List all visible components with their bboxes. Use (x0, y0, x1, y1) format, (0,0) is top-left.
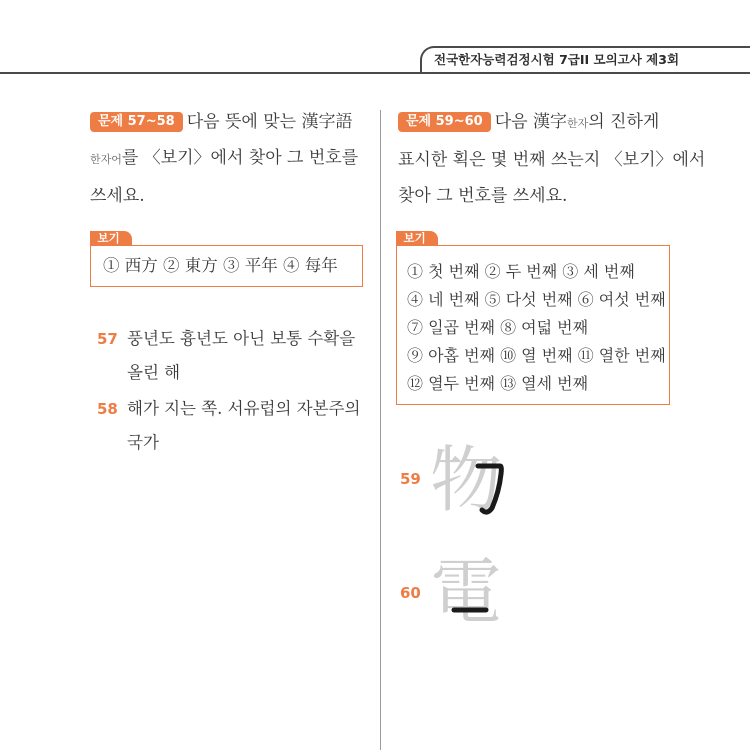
prompt-line-2: 를 〈보기〉에서 찾아 그 번호를 (121, 148, 359, 168)
prompt-line-1b: 의 진하게 (588, 112, 660, 132)
example-option-line: ① 첫 번째 ② 두 번째 ③ 세 번째 (407, 262, 635, 281)
example-option-line: ⑫ 열두 번째 ⑬ 열세 번째 (407, 374, 589, 393)
highlighted-stroke-60 (430, 552, 510, 642)
hanja-glyph: 物 (430, 438, 503, 522)
hanja-character-59 (430, 440, 502, 520)
example-box-label: 보기 (90, 231, 132, 246)
prompt-line-3: 찾아 그 번호를 쓰세요. (398, 186, 568, 206)
prompt-line-2: 표시한 획은 몇 번째 쓰는지 〈보기〉에서 (398, 150, 706, 170)
hanja-character-60 (430, 552, 502, 632)
item-number: 57 (97, 330, 118, 348)
prompt-line-3: 쓰세요. (90, 186, 145, 206)
header-rule (0, 72, 750, 74)
item-text: 풍년도 흉년도 아닌 보통 수확을 올린 해 (127, 329, 356, 382)
highlighted-stroke-59 (430, 440, 510, 530)
prompt-line-1: 다음 뜻에 맞는 漢字語 (186, 112, 353, 132)
hanja-reading: 한자 (566, 117, 589, 130)
example-option-line: ⑨ 아홉 번째 ⑩ 열 번째 ⑪ 열한 번째 (407, 346, 666, 365)
question-57-58-prompt (90, 104, 375, 214)
example-box-left (90, 231, 363, 287)
question-item-58 (97, 392, 377, 462)
question-59-60-prompt (398, 104, 706, 214)
question-badge: 문제 59~60 (398, 112, 491, 132)
item-number: 58 (97, 400, 118, 418)
item-text: 해가 지는 쪽. 서유럽의 자본주의 국가 (127, 399, 361, 452)
item-number-60: 60 (400, 584, 421, 602)
example-box-label: 보기 (396, 231, 438, 246)
example-box-right (396, 231, 670, 405)
question-item-57 (97, 322, 377, 392)
prompt-line-1a: 다음 漢字 (494, 112, 567, 132)
item-number-59: 59 (400, 470, 421, 488)
header-title: 전국한자능력검정시험 7급II 모의고사 제3회 (420, 46, 750, 72)
column-divider (380, 110, 381, 750)
hanja-reading: 한자어 (90, 153, 122, 166)
example-box-content: ① 西方 ② 東方 ③ 平年 ④ 每年 (103, 256, 338, 275)
example-option-line: ④ 네 번째 ⑤ 다섯 번째 ⑥ 여섯 번째 (407, 290, 666, 309)
example-option-line: ⑦ 일곱 번째 ⑧ 여덟 번째 (407, 318, 589, 337)
question-badge: 문제 57~58 (90, 112, 183, 132)
hanja-glyph: 電 (430, 550, 503, 634)
